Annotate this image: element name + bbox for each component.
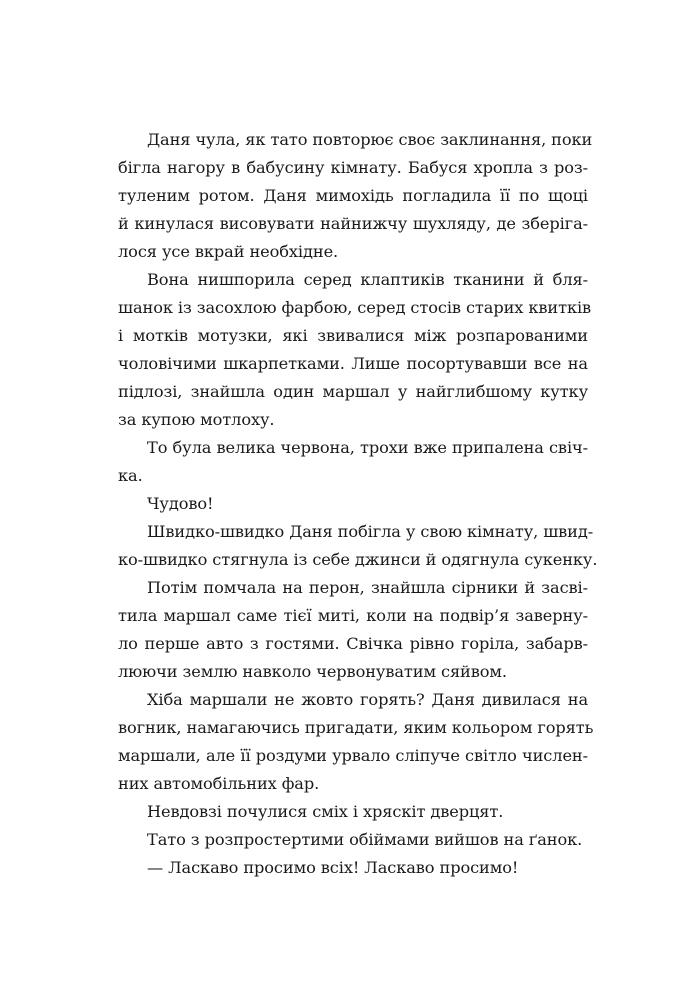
text-line: бігла нагору в бабусину кімнату. Бабуся хропла з роз-: [118, 158, 588, 177]
text-line: ка.: [118, 466, 143, 485]
paragraph: [118, 490, 588, 518]
text-line: чоловічими шкарпетками. Лише посортувавши все на: [118, 354, 588, 373]
paragraph: [118, 574, 588, 686]
text-line: туленим ротом. Даня мимохідь погладила її по щоці: [118, 186, 588, 205]
text-line: вогник, намагаючись пригадати, яким кольором горять: [118, 718, 594, 737]
text-line: Швидко-швидко Даня побігла у свою кімнату, швид-: [147, 522, 594, 541]
text-line: Потім помчала на перон, знайшла сірники й засві-: [147, 578, 588, 597]
text-line: Вона нишпорила серед клаптиків тканини й бля-: [147, 270, 588, 289]
paragraph: [118, 126, 593, 266]
paragraph: [118, 266, 592, 434]
text-line: люючи землю навколо червонуватим сяйвом.: [118, 662, 507, 681]
text-line: Чудово!: [147, 494, 214, 513]
text-line: ко-швидко стягнула із себе джинси й одягнула сукенку.: [118, 550, 598, 569]
text-line: них автомобільних фар.: [118, 774, 320, 793]
text-line: Хіба маршали не жовто горять? Даня дивилася на: [147, 690, 588, 709]
text-line: Невдовзі почулися сміх і хряскіт дверцят.: [147, 802, 504, 821]
text-line: То була велика червона, трохи вже припалена свіч-: [147, 438, 588, 457]
text-line: підлозі, знайшла один маршал у найглибшому кутку: [118, 382, 588, 401]
paragraph: [118, 518, 598, 574]
text-line: тила маршал саме тієї миті, коли на подвір’я заверну-: [118, 606, 588, 625]
paragraph: [118, 826, 588, 854]
text-line: Даня чула, як тато повторює своє заклинання, поки: [147, 130, 593, 149]
text-line: шанок із засохлою фарбою, серед стосів старих квитків: [118, 298, 592, 317]
paragraph: [118, 434, 588, 490]
page-text: [118, 126, 598, 882]
text-line: — Ласкаво просимо всіх! Ласкаво просимо!: [147, 858, 519, 877]
text-line: й кинулася висовувати найнижчу шухляду, де зберіга-: [118, 214, 588, 233]
paragraph: [118, 686, 594, 798]
text-line: Тато з розпростертими обіймами вийшов на ґанок.: [147, 830, 583, 849]
text-line: і мотків мотузки, які звивалися між розпарованими: [118, 326, 588, 345]
text-line: за купою мотлоху.: [118, 410, 275, 429]
text-line: ло перше авто з гостями. Свічка рівно горіла, забарв-: [118, 634, 588, 653]
text-line: лося усе вкрай необхідне.: [118, 242, 339, 261]
text-line: маршали, але її роздуми урвало сліпуче світло числен-: [118, 746, 588, 765]
paragraph: [118, 854, 588, 882]
paragraph: [118, 798, 588, 826]
